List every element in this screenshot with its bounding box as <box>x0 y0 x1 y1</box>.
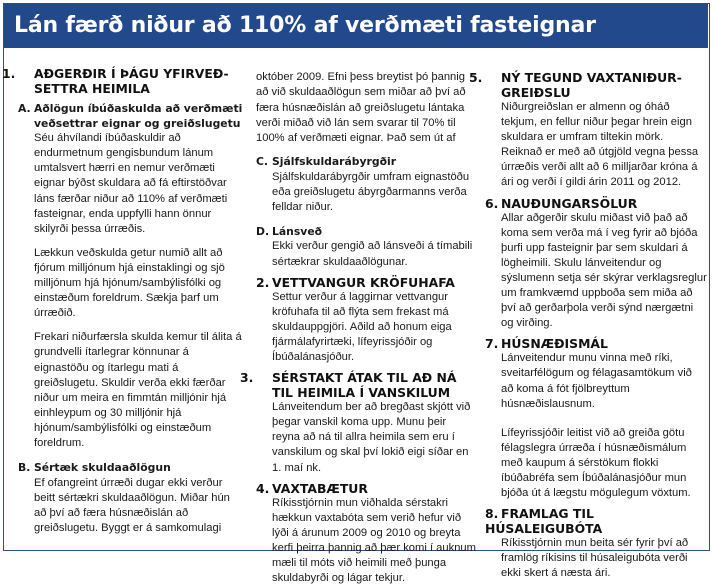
section-2-heading: VETTVANGUR KRÖFUHAFA <box>272 274 455 290</box>
column-2 <box>240 70 476 586</box>
subsection-b-heading: Sértæk skuldaaðlögun <box>34 461 171 475</box>
section-3-heading: SÉRSTAKT ÁTAK TIL AÐ NÁ TIL HEIMILA Í VANSKILUM <box>272 370 457 401</box>
subsection-a-paragraph-3: Frekari niðurfærsla skulda kemur til álita á grundvelli ítarlegrar könnunar á eignastöðu og ítarlegu mati á greiðslugetu. Skuldir verða ekki færðar niður um meira en fimmtán milljónir hjá einhleypum og 30 milljónir hjá hjónum/sambýlisfólki og einstæðum foreldrum. <box>34 331 242 449</box>
section-1-heading: AÐGERÐIR Í ÞÁGU YFIRVEÐ-SETTRA HEIMILA <box>34 66 229 96</box>
subsection-d-paragraph: Ekki verður gengið að lánsveði á tímabili sértækrar skuldaaðlögunar. <box>272 240 473 268</box>
subsection-c-title <box>256 155 476 170</box>
section-5-paragraph: Niðurgreiðslan er almenn og óháð tekjum, en fellur niður þegar hrein eign skuldara er umfram tiltekin mörk. Reiknað er með að útgjöld vegna þessa úrræðis verði allt að 6 milljarðar króna á ári og verði í gildi árin 2011 og 2012. <box>501 101 699 189</box>
section-3-number: 3. <box>240 370 254 386</box>
section-6-heading: NAUÐUNGARSÖLUR <box>501 195 638 211</box>
subsection-b-continuation <box>256 70 476 145</box>
subsection-d-heading: Lánsveð <box>272 224 323 238</box>
column-3 <box>469 70 707 581</box>
subsection-d-title <box>256 225 476 240</box>
section-2-number: 2. <box>256 274 270 290</box>
section-6-number: 6. <box>485 195 499 211</box>
subsection-c-heading: Sjálfskuldarábyrgðir <box>272 155 397 168</box>
section-1-number: 1. <box>2 66 16 81</box>
section-4-heading: VAXTABÆTUR <box>272 480 368 496</box>
subsection-a-heading: Aðlögun íbúðaskulda að verðmæti veðsettrar eignar og greiðslugetu <box>34 102 243 130</box>
section-8-heading: FRAMLAG TIL HÚSALEIGUBÓTA <box>485 506 603 537</box>
section-3-paragraph: Lánveitendum ber að bregðast skjótt við þegar vanskil koma upp. Munu þeir reyna að ná til allra heimila sem eru í vanskilum og skal því lokið eigi síðar en 1. maí nk. <box>272 401 471 474</box>
subsection-c-paragraph: Sjálfskuldarábyrgðir umfram eignastöðu eða greiðslugetu ábyrgðarmanns verða felldar niður. <box>272 170 470 213</box>
subsection-b-continued-text: október 2009. Efni þess breytist þó þannig að við skuldaaðlögun sem miðar að því að færa húsnæðislán að greiðslugetu lántaka verði miðað við lán sem svarar til 70% til 100% af verðmæti eignar. Það sem út af <box>256 71 466 144</box>
article-frame <box>2 3 710 585</box>
section-7-paragraph-2: Lífeyrissjóðir leitist við að greiða götu félagslegra úrræða í húsnæðismálum með kaupum á sérstökum flokki íbúðabréfa sem Íbúðalánasjóður mun bjóða út á lægstu mögulegum vöxtum. <box>501 426 691 500</box>
section-8-number: 8. <box>485 506 499 522</box>
subsection-d-label: D. <box>256 224 270 238</box>
subsection-a-label: A. <box>18 102 31 115</box>
section-5-number: 5. <box>469 70 483 85</box>
subsection-b-title <box>18 461 244 476</box>
section-2-paragraph: Settur verður á laggirnar vettvangur kröfuhafa til að flýta sem frekast má skuldauppgjöri. Aðild að honum eiga fjármálafyrirtæki, lífeyrissjóðir og Íbúðalánasjóður. <box>272 290 452 364</box>
section-4-paragraph: Ríkisstjórnin mun viðhalda sérstakri hækkun vaxtabóta sem verið hefur við lýði á árunum 2009 og 2010 og breyta kerfi þeirra þannig að þær komi í auknum mæli til móts við heimili með þunga skuldabyrði og lágar tekjur. <box>272 496 476 585</box>
section-8-paragraph: Ríkisstjórnin mun beita sér fyrir því að framlög ríkisins til húsaleigubóta verði ekki skert á næsta ári. <box>501 537 689 580</box>
column-1 <box>2 66 244 536</box>
section-5-heading: NÝ TEGUND VAXTANIÐUR-GREIÐSLU <box>501 70 682 100</box>
section-8-title <box>485 506 707 536</box>
headline: Lán færð niður að 110% af verðmæti fasteignar <box>4 4 708 48</box>
section-4-title <box>256 481 476 496</box>
section-4-number: 4. <box>256 480 270 496</box>
section-1-title <box>2 66 244 96</box>
subsection-c-label: C. <box>256 155 269 168</box>
section-6-title <box>485 196 707 211</box>
subsection-a-paragraph-2: Lækkun veðskulda getur numið allt að fjórum milljónum hjá einstaklingi og sjö milljónum hjá hjónum/sambýlisfólki og einstæðum foreldrum. Sækja þarf um úrræðið. <box>34 246 225 320</box>
subsection-a-paragraph-1: Séu áhvílandi íbúðaskuldir að endurmetnum gengisbundum lánum umtalsvert hærri en nemur verðmæti eignar býðst skuldara að fá eftirstöðvar láns færðar niður að 110% af verðmæti fasteignar, enda uppfylli hann önnur skilyrði þessa úrræðis. <box>34 132 228 235</box>
section-5-title <box>469 70 707 100</box>
subsection-b-label: B. <box>18 461 31 475</box>
section-6-paragraph: Allar aðgerðir skulu miðast við það að koma sem verða má í veg fyrir að bjóða þurfi upp fasteignir þar sem skuldari á lögheimili. Skulu lánveitendur og sýslumenn setja sér skýrar verklagsreglur um framkvæmd uppboða sem miða að því að gerðarþola verði sýnd nærgætni og virðing. <box>501 211 707 330</box>
subsection-b-paragraph: Ef ofangreint úrræði dugar ekki verður beitt sértækri skuldaaðlögun. Miðar hún að því að færa húsnæðislán að greiðslugetu. Byggt er á samkomulagi <box>34 476 230 534</box>
section-7-heading: HÚSNÆÐISMÁL <box>501 336 608 352</box>
section-7-paragraph-1: Lánveitendur munu vinna með ríki, sveitarfélögum og félagasamtökum við að koma á fót fjölbreyttum húsnæðislausnum. <box>501 352 692 410</box>
section-3-title <box>240 370 476 401</box>
section-7-number: 7. <box>485 336 499 352</box>
section-7-title <box>485 336 707 351</box>
subsection-a-title <box>18 102 244 131</box>
section-2-title <box>256 275 476 290</box>
